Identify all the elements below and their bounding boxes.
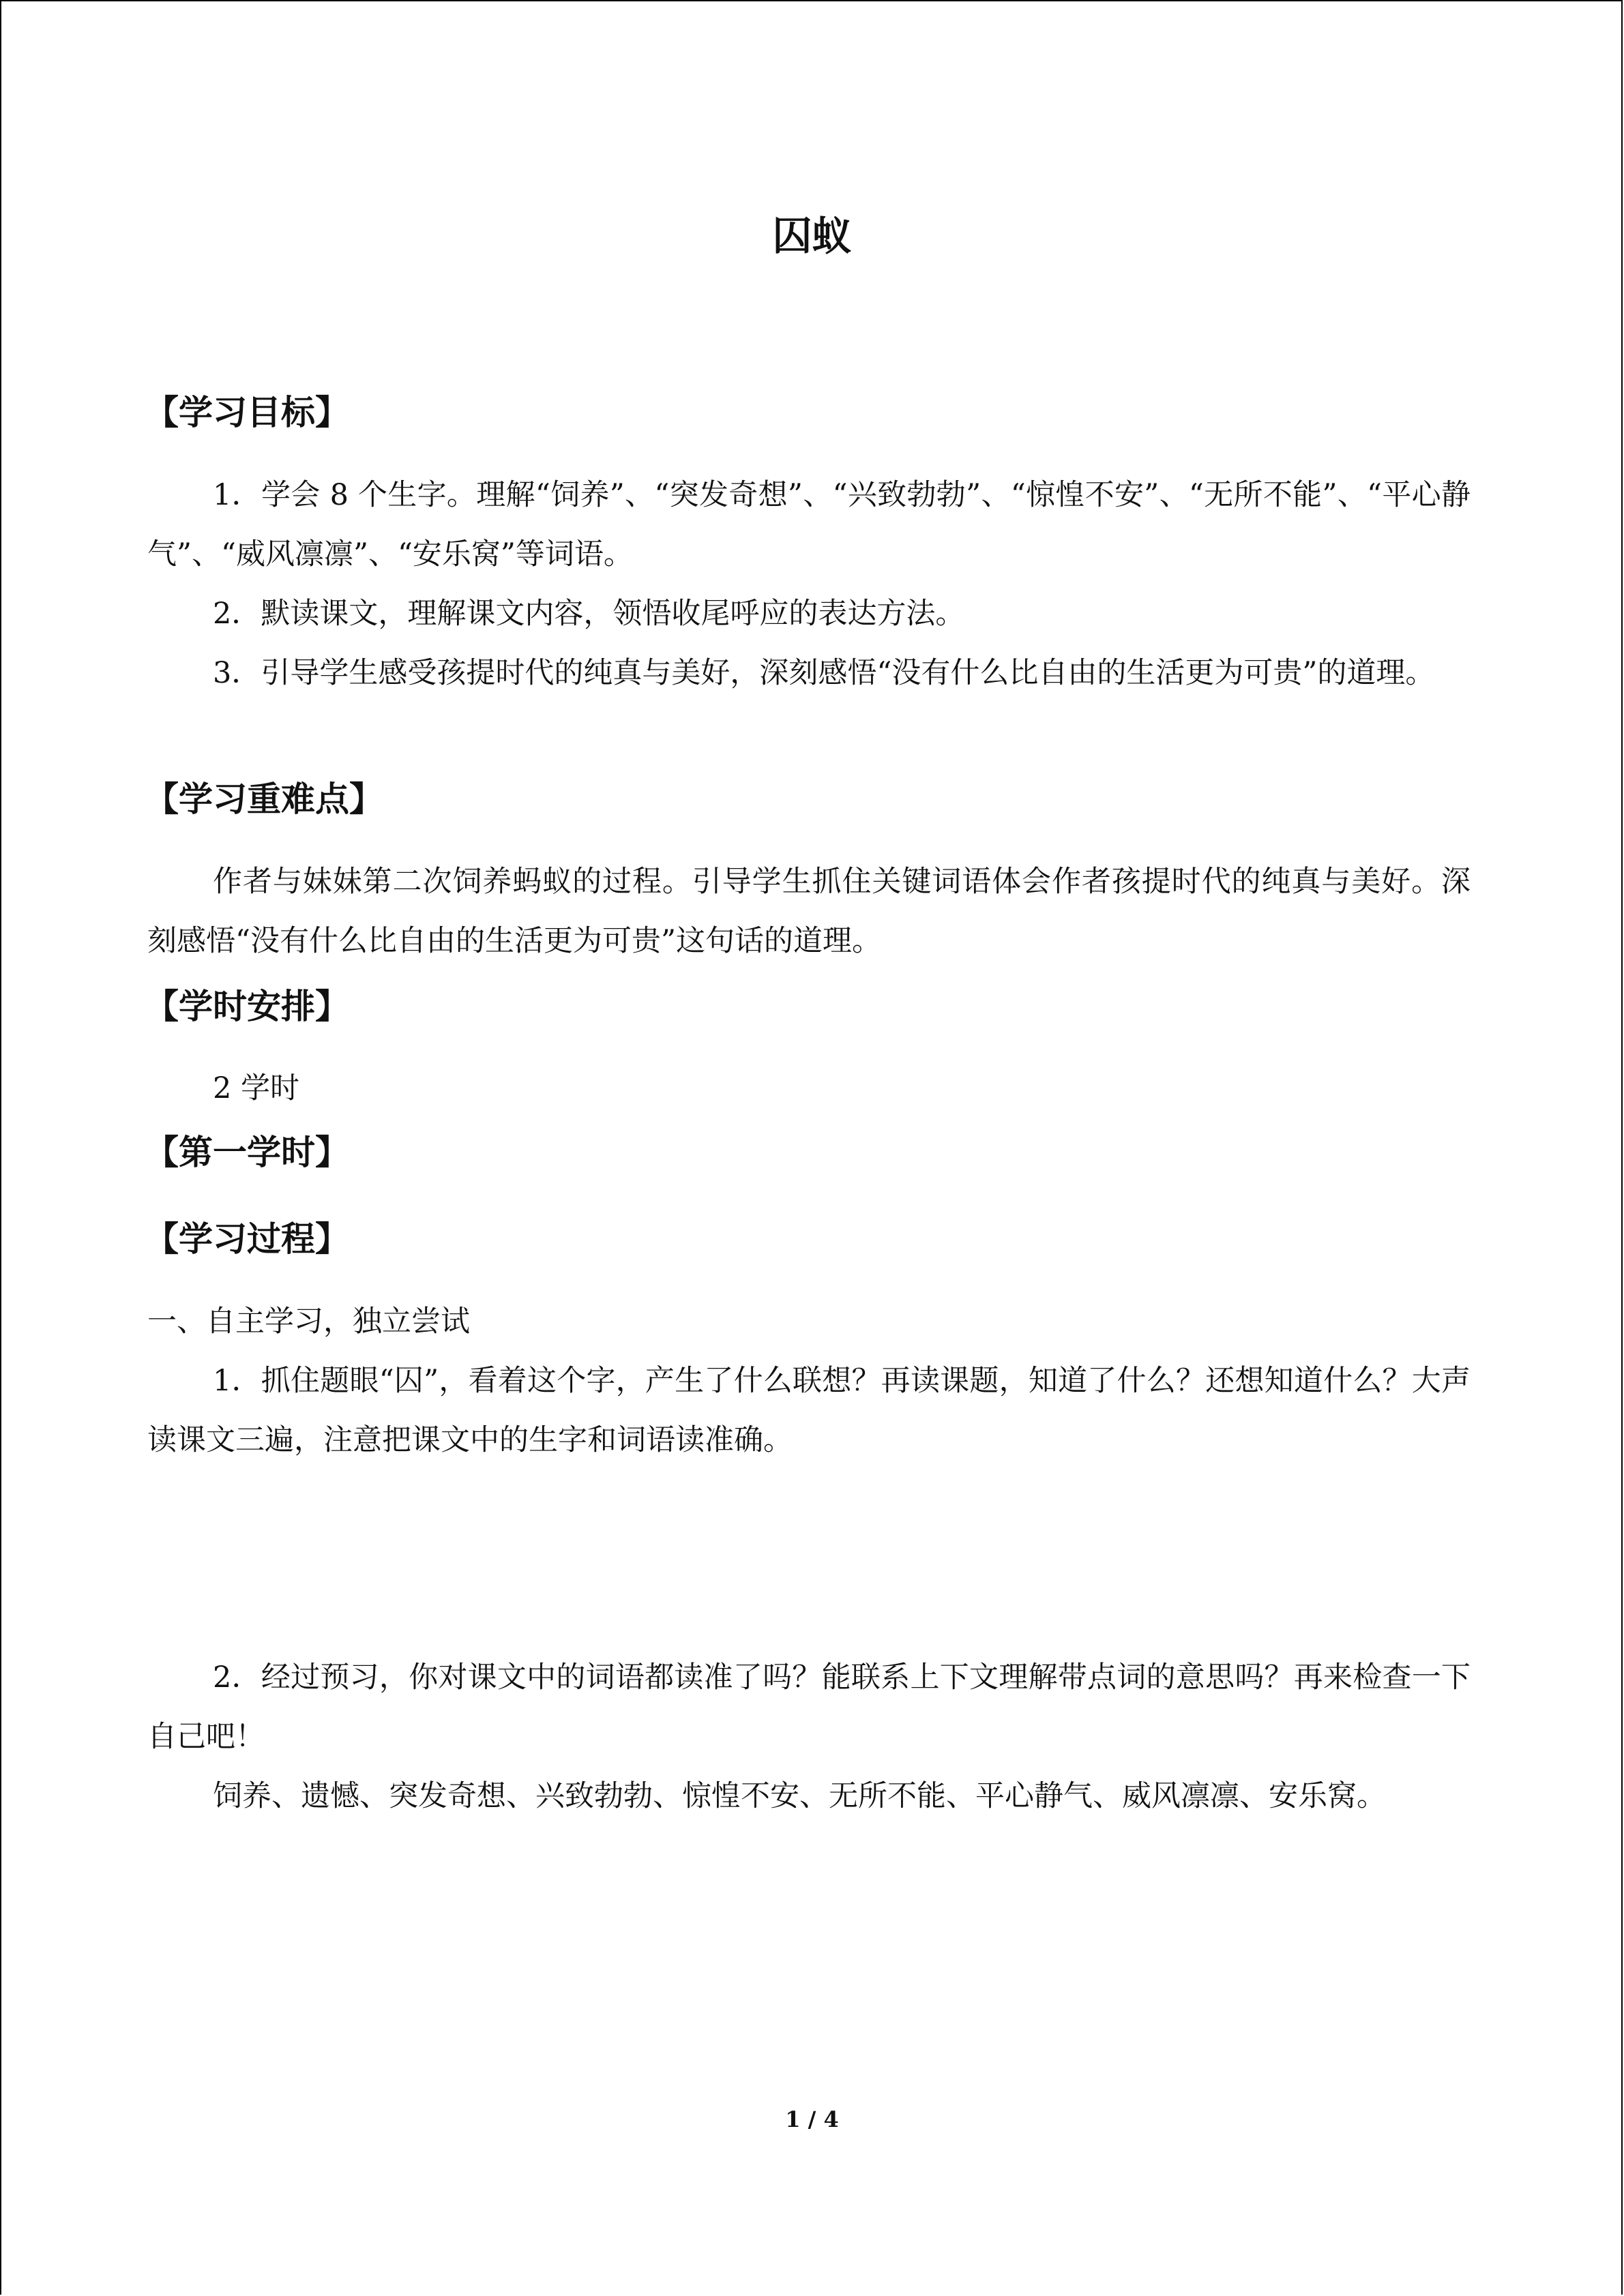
heading-key-points: 【学习重难点】 bbox=[145, 779, 383, 819]
process-item-1: 1．抓住题眼“囚”，看着这个字，产生了什么联想？再读课题，知道了什么？还想知道什么？大声读课文三遍，注意把课文中的生字和词语读准确。 bbox=[147, 1364, 1471, 1457]
heading-schedule: 【学时安排】 bbox=[145, 986, 349, 1026]
goal-item-3: 3．引导学生感受孩提时代的纯真与美好，深刻感悟“没有什么比自由的生活更为可贵”的道理。 bbox=[213, 656, 1435, 690]
heading-learning-process: 【学习过程】 bbox=[145, 1219, 349, 1259]
process-subheading: 一、自主学习，独立尝试 bbox=[147, 1304, 470, 1339]
heading-learning-goals: 【学习目标】 bbox=[145, 392, 349, 432]
schedule-text: 2 学时 bbox=[213, 1071, 300, 1105]
document-title: 囚蚁 bbox=[772, 213, 852, 259]
vocabulary-list: 饲养、遗憾、突发奇想、兴致勃勃、惊惶不安、无所不能、平心静气、威风凛凛、安乐窝。 bbox=[213, 1779, 1386, 1813]
goal-item-2: 2．默读课文，理解课文内容，领悟收尾呼应的表达方法。 bbox=[213, 597, 965, 631]
goal-item-1: 1．学会 8 个生字。理解“饲养”、“突发奇想”、“兴致勃勃”、“惊惶不安”、“无所不能”、“平心静气”、“威风凛凛”、“安乐窝”等词语。 bbox=[147, 478, 1471, 571]
key-points-text: 作者与妹妹第二次饲养蚂蚁的过程。引导学生抓住关键词语体会作者孩提时代的纯真与美好。深刻感悟“没有什么比自由的生活更为可贵”这句话的道理。 bbox=[147, 865, 1471, 958]
process-item-2: 2．经过预习，你对课文中的词语都读准了吗？能联系上下文理解带点词的意思吗？再来检查一下自己吧！ bbox=[147, 1660, 1471, 1754]
heading-first-period: 【第一学时】 bbox=[145, 1132, 349, 1172]
page-number: 1 / 4 bbox=[785, 2106, 839, 2132]
